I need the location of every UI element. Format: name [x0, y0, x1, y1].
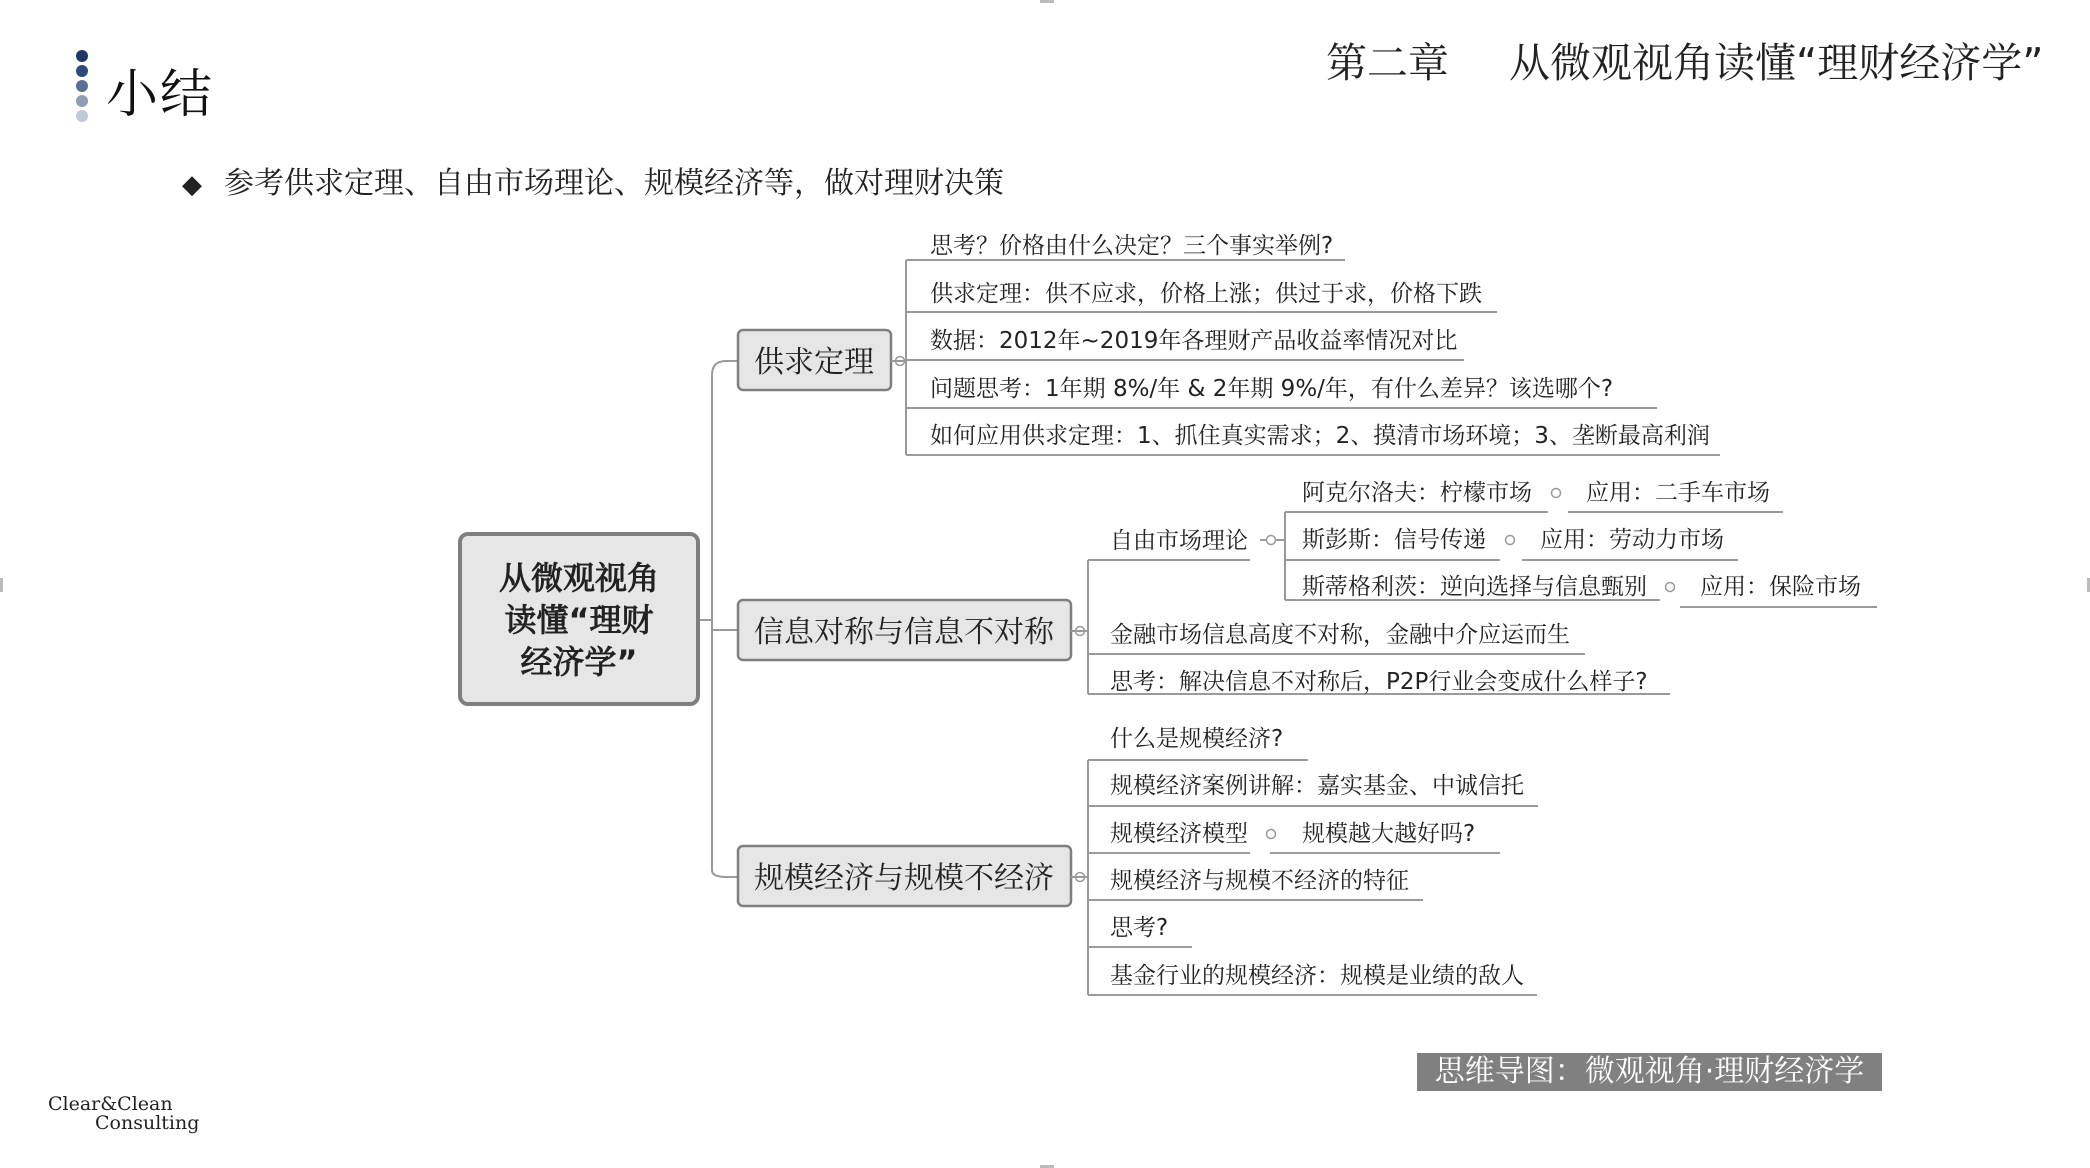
b2-theory-spence: 斯彭斯：信号传递	[1302, 527, 1486, 553]
diamond-bullet-icon: ◆	[182, 170, 202, 200]
b3-item-1: 什么是规模经济?	[1110, 726, 1284, 752]
summary-bullet-text: 参考供求定理、自由市场理论、规模经济等，做对理财决策	[224, 166, 1004, 201]
collapse-toggle-icon[interactable]	[1506, 536, 1515, 545]
b3-item-6: 基金行业的规模经济：规模是业绩的敌人	[1110, 963, 1524, 989]
collapse-toggle-icon[interactable]	[1267, 536, 1276, 545]
chapter-number: 第二章	[1326, 39, 1449, 87]
root-line-1: 从微观视角	[498, 559, 660, 597]
branch-information-asymmetry-label: 信息对称与信息不对称	[754, 615, 1054, 650]
logo-line-2: Consulting	[95, 1112, 200, 1134]
branch-supply-demand-label: 供求定理	[754, 345, 874, 380]
b1-item-4: 问题思考：1年期 8%/年 & 2年期 9%/年，有什么差异？该选哪个?	[930, 376, 1614, 402]
root-line-3: 经济学”	[520, 643, 638, 681]
company-logo	[48, 1095, 199, 1133]
b1-item-5: 如何应用供求定理：1、抓住真实需求；2、摸清市场环境；3、垄断最高利润	[930, 423, 1710, 449]
b3-item-3: 规模经济模型	[1110, 821, 1248, 847]
b3-item-5: 思考?	[1110, 915, 1169, 941]
slide-edge-marker-left	[0, 578, 3, 592]
collapse-toggle-icon[interactable]	[1552, 489, 1561, 498]
root-connectors	[698, 361, 738, 877]
b2-app-used-car: 应用：二手车市场	[1586, 480, 1770, 506]
b3-item-4: 规模经济与规模不经济的特征	[1110, 868, 1409, 894]
b1-item-3: 数据：2012年~2019年各理财产品收益率情况对比	[930, 328, 1458, 354]
b2-app-labor: 应用：劳动力市场	[1540, 527, 1724, 553]
logo-line-1: Clear&Clean	[48, 1093, 173, 1115]
chapter-title: 从微观视角读懂“理财经济学”	[1509, 39, 2044, 87]
b3-item-2: 规模经济案例讲解：嘉实基金、中诚信托	[1110, 773, 1524, 799]
b2-app-insurance: 应用：保险市场	[1700, 574, 1861, 600]
b2-theory-akerlof: 阿克尔洛夫：柠檬市场	[1302, 480, 1532, 506]
b2-item-1: 金融市场信息高度不对称，金融中介应运而生	[1110, 622, 1570, 648]
b3-model-child: 规模越大越好吗?	[1302, 821, 1476, 847]
b2-theory-stiglitz: 斯蒂格利茨：逆向选择与信息甄别	[1302, 574, 1647, 600]
b1-item-2: 供求定理：供不应求，价格上涨；供过于求，价格下跌	[930, 281, 1482, 307]
b1-item-1: 思考？价格由什么决定？三个事实举例?	[930, 233, 1334, 259]
root-line-2: 读懂“理财	[504, 601, 654, 639]
branch-economies-of-scale-label: 规模经济与规模不经济	[754, 861, 1054, 896]
collapse-toggle-icon[interactable]	[1666, 583, 1675, 592]
page-title: 小结	[106, 65, 215, 125]
mind-map-caption: 思维导图：微观视角·理财经济学	[1417, 1053, 1882, 1091]
collapse-toggle-icon[interactable]	[1267, 830, 1276, 839]
b2-sub-free-market: 自由市场理论	[1110, 528, 1248, 554]
b2-item-2: 思考：解决信息不对称后，P2P行业会变成什么样子?	[1110, 669, 1648, 695]
slide-edge-marker-top	[1040, 0, 1054, 3]
